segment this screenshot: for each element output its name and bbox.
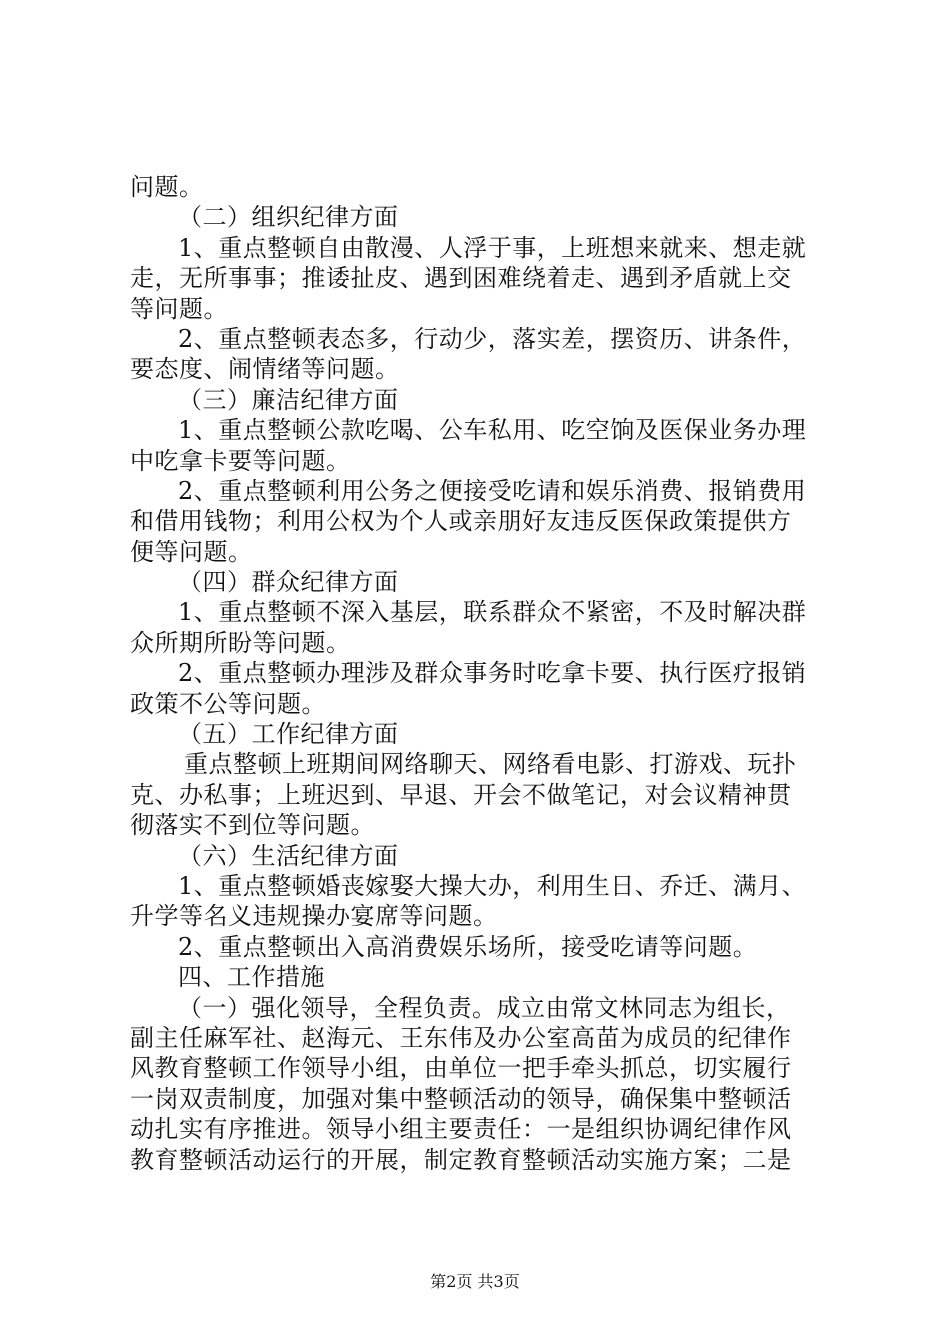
- text-line: 便等问题。: [130, 537, 253, 566]
- text-line: 副主任麻军社、赵海元、王东伟及办公室高苗为成员的纪律作: [130, 1023, 792, 1052]
- text-line: 2、重点整顿出入高消费娱乐场所，接受吃请等问题。: [178, 932, 758, 961]
- text-line: （五）工作纪律方面: [178, 720, 399, 749]
- text-line: 1、重点整顿婚丧嫁娶大操大办，利用生日、乔迁、满月、: [178, 871, 807, 900]
- text-line: 一岗双责制度，加强对集中整顿活动的领导，确保集中整顿活: [130, 1084, 792, 1113]
- text-line: 2、重点整顿利用公务之便接受吃请和娱乐消费、报销费用: [178, 476, 807, 505]
- text-line: 中吃拿卡要等问题。: [130, 446, 351, 475]
- text-line: （三）廉洁纪律方面: [178, 385, 399, 414]
- text-line: （一）强化领导，全程负责。成立由常文林同志为组长，: [178, 993, 791, 1022]
- text-line: 克、办私事；上班迟到、早退、开会不做笔记，对会议精神贯: [130, 780, 792, 809]
- text-line: 升学等名义违规操办宴席等问题。: [130, 902, 498, 931]
- text-line: 动扎实有序推进。领导小组主要责任：一是组织协调纪律作风: [130, 1115, 792, 1144]
- text-line: 和借用钱物；利用公权为个人或亲朋好友违反医保政策提供方: [130, 507, 792, 536]
- text-line: 彻落实不到位等问题。: [130, 811, 375, 840]
- text-line: 重点整顿上班期间网络聊天、网络看电影、打游戏、玩扑: [184, 750, 797, 779]
- text-line: 教育整顿活动运行的开展，制定教育整顿活动实施方案；二是: [130, 1145, 792, 1174]
- text-line: 走，无所事事；推诿扯皮、遇到困难绕着走、遇到矛盾就上交: [130, 264, 792, 293]
- text-line: 2、重点整顿表态多，行动少，落实差，摆资历、讲条件，: [178, 324, 807, 353]
- text-line: 1、重点整顿不深入基层，联系群众不紧密，不及时解决群: [178, 598, 807, 627]
- text-line: （二）组织纪律方面: [178, 203, 399, 232]
- page-footer: 第2页 共3页: [430, 1272, 520, 1291]
- text-line: （四）群众纪律方面: [178, 568, 399, 597]
- document-body: [130, 172, 830, 1175]
- text-line: 众所期所盼等问题。: [130, 628, 351, 657]
- text-line: 四、工作措施: [178, 963, 325, 992]
- text-line: 问题。: [130, 173, 204, 201]
- text-line: 要态度、闹情绪等问题。: [130, 355, 400, 384]
- text-line: 1、重点整顿自由散漫、人浮于事，上班想来就来、想走就: [178, 233, 807, 262]
- text-line: 1、重点整顿公款吃喝、公车私用、吃空饷及医保业务办理: [178, 416, 807, 445]
- text-line: 等问题。: [130, 294, 228, 323]
- text-line: 政策不公等问题。: [130, 689, 326, 718]
- text-line: 风教育整顿工作领导小组，由单位一把手牵头抓总，切实履行: [130, 1054, 792, 1083]
- text-line: 2、重点整顿办理涉及群众事务时吃拿卡要、执行医疗报销: [178, 659, 807, 688]
- text-line: （六）生活纪律方面: [178, 841, 399, 870]
